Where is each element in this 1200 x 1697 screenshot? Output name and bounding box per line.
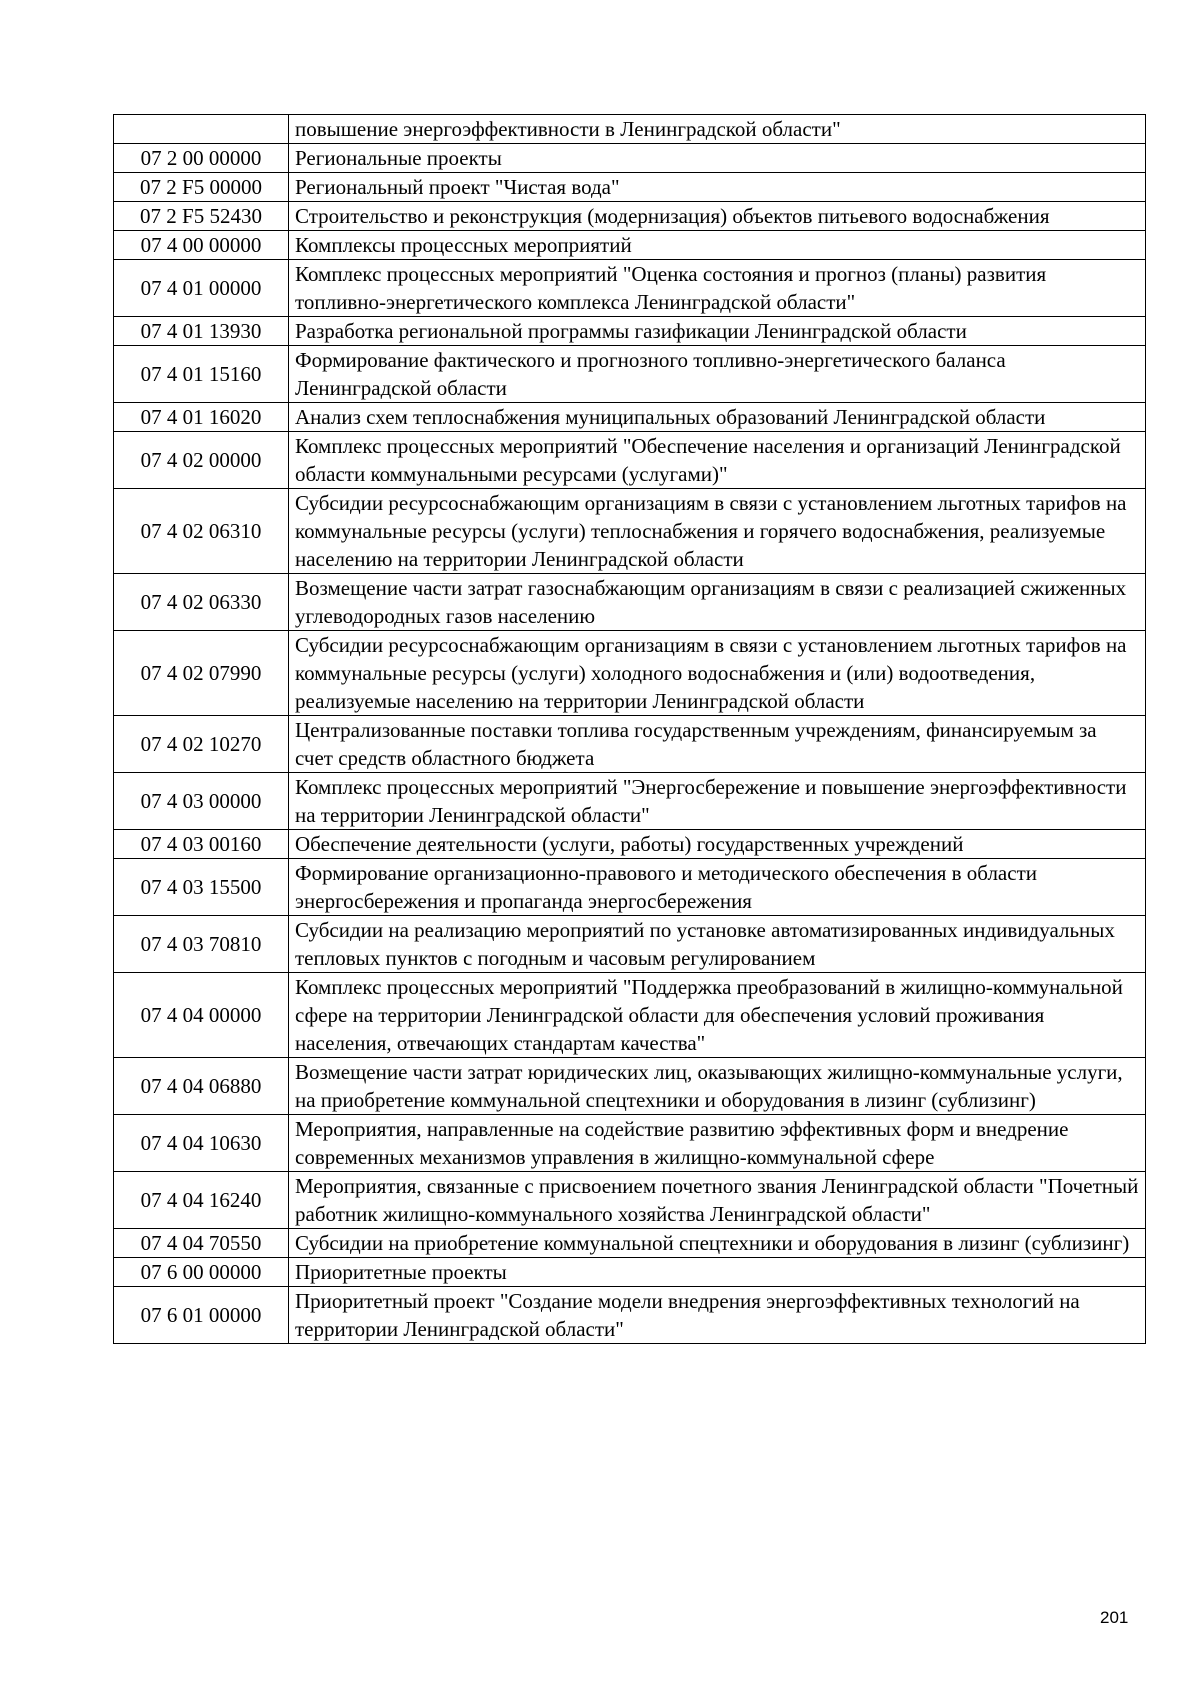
name-cell: Региональные проекты [289, 144, 1146, 173]
name-cell: Субсидии на реализацию мероприятий по установке автоматизированных индивидуальных тепловых пунктов с погодным и часовым регулированием [289, 916, 1146, 973]
name-cell: Комплекс процессных мероприятий "Оценка состояния и прогноз (планы) развития топливно-энергетического комплекса Ленинградской области" [289, 260, 1146, 317]
name-cell: Централизованные поставки топлива государственным учреждениям, финансируемым за счет средств областного бюджета [289, 716, 1146, 773]
code-cell: 07 4 02 06330 [114, 574, 289, 631]
table-row [114, 973, 1146, 1058]
code-cell: 07 4 00 00000 [114, 231, 289, 260]
table-row [114, 144, 1146, 173]
name-cell: повышение энергоэффективности в Ленинградской области" [289, 115, 1146, 144]
code-cell: 07 4 01 15160 [114, 346, 289, 403]
budget-classification-table [113, 114, 1146, 1344]
table-row [114, 859, 1146, 916]
table-row [114, 173, 1146, 202]
table-row [114, 716, 1146, 773]
table-row [114, 1058, 1146, 1115]
table-row [114, 432, 1146, 489]
table-row [114, 1115, 1146, 1172]
name-cell: Разработка региональной программы газификации Ленинградской области [289, 317, 1146, 346]
name-cell: Приоритетные проекты [289, 1258, 1146, 1287]
code-cell: 07 4 01 13930 [114, 317, 289, 346]
name-cell: Субсидии на приобретение коммунальной спецтехники и оборудования в лизинг (сублизинг) [289, 1229, 1146, 1258]
table-row [114, 231, 1146, 260]
name-cell: Формирование организационно-правового и методического обеспечения в области энергосбережения и пропаганда энергосбережения [289, 859, 1146, 916]
table-row [114, 346, 1146, 403]
name-cell: Комплексы процессных мероприятий [289, 231, 1146, 260]
code-cell [114, 115, 289, 144]
code-cell: 07 4 04 16240 [114, 1172, 289, 1229]
name-cell: Комплекс процессных мероприятий "Поддержка преобразований в жилищно-коммунальной сфере на территории Ленинградской области для обеспечения условий проживания населения, отвечающих стандартам качества" [289, 973, 1146, 1058]
code-cell: 07 4 04 00000 [114, 973, 289, 1058]
name-cell: Мероприятия, направленные на содействие развитию эффективных форм и внедрение современных механизмов управления в жилищно-коммунальной сфере [289, 1115, 1146, 1172]
table-row [114, 115, 1146, 144]
name-cell: Возмещение части затрат юридических лиц, оказывающих жилищно-коммунальные услуги, на приобретение коммунальной спецтехники и оборудования в лизинг (сублизинг) [289, 1058, 1146, 1115]
table-body [114, 115, 1146, 1344]
table-row [114, 830, 1146, 859]
code-cell: 07 4 02 07990 [114, 631, 289, 716]
name-cell: Формирование фактического и прогнозного топливно-энергетического баланса Ленинградской области [289, 346, 1146, 403]
name-cell: Комплекс процессных мероприятий "Обеспечение населения и организаций Ленинградской области коммунальными ресурсами (услугами)" [289, 432, 1146, 489]
name-cell: Анализ схем теплоснабжения муниципальных образований Ленинградской области [289, 403, 1146, 432]
name-cell: Комплекс процессных мероприятий "Энергосбережение и повышение энергоэффективности на территории Ленинградской области" [289, 773, 1146, 830]
table-row [114, 260, 1146, 317]
code-cell: 07 2 F5 00000 [114, 173, 289, 202]
code-cell: 07 4 02 06310 [114, 489, 289, 574]
table-row [114, 631, 1146, 716]
table-row [114, 403, 1146, 432]
code-cell: 07 4 02 10270 [114, 716, 289, 773]
code-cell: 07 4 02 00000 [114, 432, 289, 489]
code-cell: 07 2 F5 52430 [114, 202, 289, 231]
code-cell: 07 4 03 00000 [114, 773, 289, 830]
name-cell: Субсидии ресурсоснабжающим организациям в связи с установлением льготных тарифов на коммунальные ресурсы (услуги) теплоснабжения и горячего водоснабжения, реализуемые населению на территории Ленинградской области [289, 489, 1146, 574]
table-row [114, 317, 1146, 346]
name-cell: Субсидии ресурсоснабжающим организациям в связи с установлением льготных тарифов на коммунальные ресурсы (услуги) холодного водоснабжения и (или) водоотведения, реализуемые населению на территории Ленинградской области [289, 631, 1146, 716]
name-cell: Мероприятия, связанные с присвоением почетного звания Ленинградской области "Почетный работник жилищно-коммунального хозяйства Ленинградской области" [289, 1172, 1146, 1229]
table-row [114, 916, 1146, 973]
table-row [114, 1287, 1146, 1344]
name-cell: Региональный проект "Чистая вода" [289, 173, 1146, 202]
table-row [114, 1258, 1146, 1287]
code-cell: 07 4 03 15500 [114, 859, 289, 916]
table-row [114, 574, 1146, 631]
code-cell: 07 6 00 00000 [114, 1258, 289, 1287]
code-cell: 07 4 04 06880 [114, 1058, 289, 1115]
name-cell: Обеспечение деятельности (услуги, работы) государственных учреждений [289, 830, 1146, 859]
code-cell: 07 6 01 00000 [114, 1287, 289, 1344]
code-cell: 07 4 04 70550 [114, 1229, 289, 1258]
name-cell: Возмещение части затрат газоснабжающим организациям в связи с реализацией сжиженных углеводородных газов населению [289, 574, 1146, 631]
table-row [114, 1229, 1146, 1258]
table-row [114, 489, 1146, 574]
code-cell: 07 4 03 00160 [114, 830, 289, 859]
page-number: 201 [1100, 1608, 1129, 1627]
name-cell: Приоритетный проект "Создание модели внедрения энергоэффективных технологий на территории Ленинградской области" [289, 1287, 1146, 1344]
table-row [114, 773, 1146, 830]
code-cell: 07 4 03 70810 [114, 916, 289, 973]
code-cell: 07 4 04 10630 [114, 1115, 289, 1172]
code-cell: 07 2 00 00000 [114, 144, 289, 173]
table-row [114, 202, 1146, 231]
table-row [114, 1172, 1146, 1229]
name-cell: Строительство и реконструкция (модернизация) объектов питьевого водоснабжения [289, 202, 1146, 231]
code-cell: 07 4 01 16020 [114, 403, 289, 432]
code-cell: 07 4 01 00000 [114, 260, 289, 317]
